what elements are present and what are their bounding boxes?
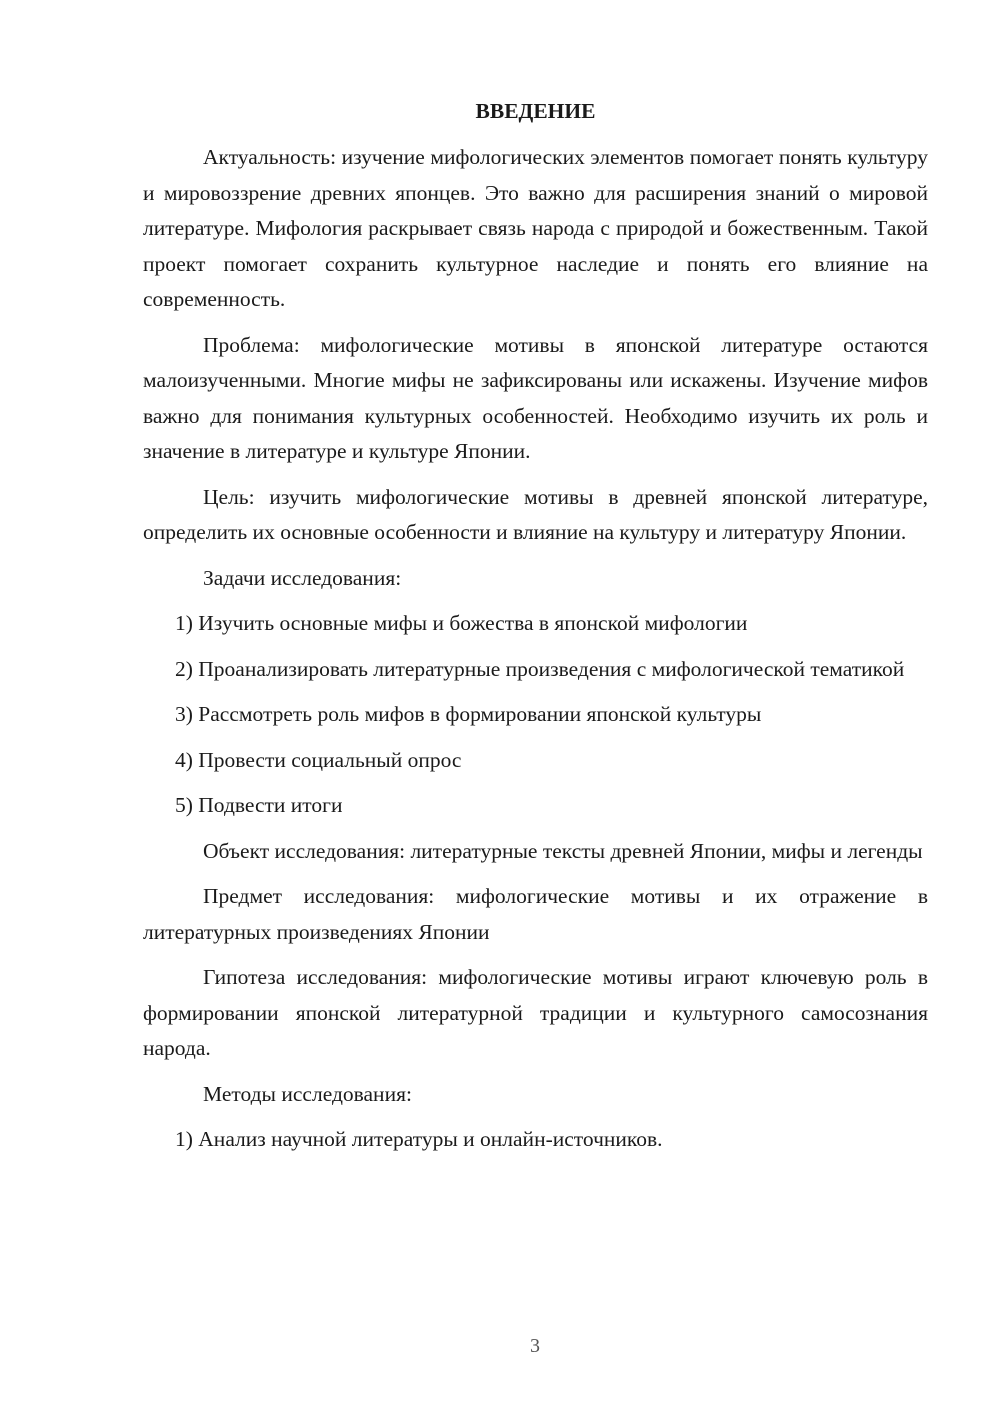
methods-heading: Методы исследования: xyxy=(203,1081,412,1106)
task-item: 4) Провести социальный опрос xyxy=(175,747,462,772)
section-title: ВВЕДЕНИЕ xyxy=(475,99,596,123)
task-item: 5) Подвести итоги xyxy=(175,793,343,817)
subject-paragraph: Предмет исследования: мифологические мотивы и их отражение в литературных произведениях Японии xyxy=(143,884,928,944)
problem-paragraph: Проблема: мифологические мотивы в японской литературе остаются малоизученными. Многие мифы не зафиксированы или искажены. Изучение мифов важно для понимания культурных особенностей. Необходимо изучить их роль и значение в литературе и культуре Японии. xyxy=(143,332,928,463)
object-paragraph: Объект исследования: литературные тексты древней Японии, мифы и легенды xyxy=(203,838,923,863)
goal-paragraph: Цель: изучить мифологические мотивы в древней японской литературе, определить их основные особенности и влияние на культуру и литературу Японии. xyxy=(143,484,928,544)
relevance-paragraph: Актуальность: изучение мифологических элементов помогает понять культуру и мировоззрение древних японцев. Это важно для расширения знаний о мировой литературе. Мифология раскрывает связь народа с природой и божественным. Такой проект помогает сохранить культурное наследие и понять его влияние на современность. xyxy=(143,145,928,311)
hypothesis-paragraph: Гипотеза исследования: мифологические мотивы играют ключевую роль в формировании японской литературной традиции и культурного самосознания народа. xyxy=(143,965,928,1060)
task-item: 2) Проанализировать литературные произведения с мифологической тематикой xyxy=(175,656,905,681)
tasks-heading: Задачи исследования: xyxy=(203,565,402,590)
page-number: 3 xyxy=(530,1335,540,1357)
document-page xyxy=(143,96,928,1168)
task-item: 1) Изучить основные мифы и божества в японской мифологии xyxy=(175,611,748,635)
method-item: 1) Анализ научной литературы и онлайн-источников. xyxy=(175,1127,663,1151)
task-item: 3) Рассмотреть роль мифов в формировании японской культуры xyxy=(175,702,762,726)
